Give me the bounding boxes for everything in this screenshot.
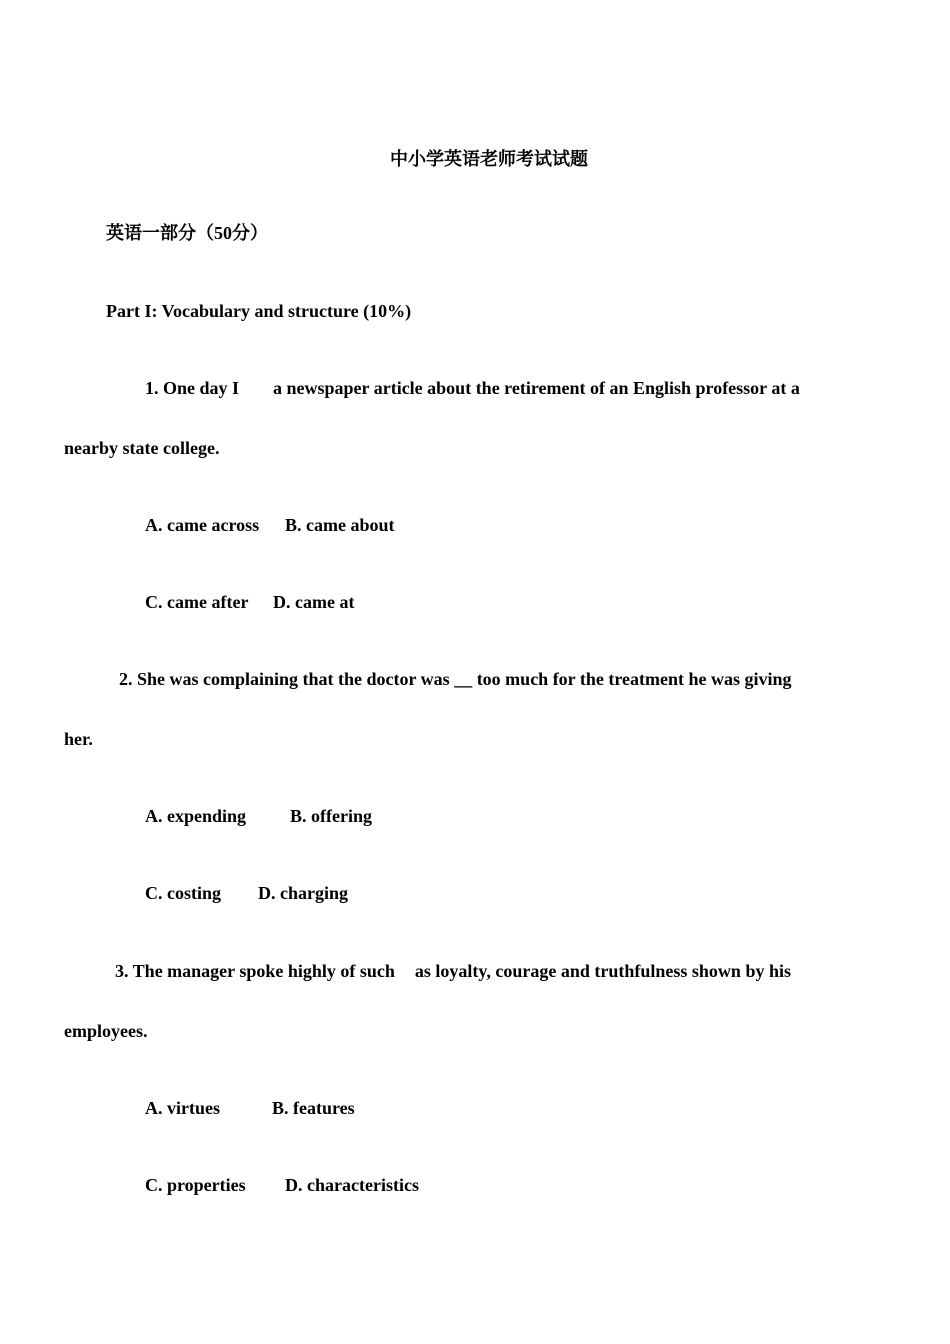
question-1-option-d: D. came at [273, 592, 355, 612]
document-title: 中小学英语老师考试试题 [390, 149, 588, 169]
question-3-option-c: C. properties [145, 1175, 246, 1195]
question-2-option-a: A. expending [145, 806, 247, 826]
question-2-stem: 2. She was complaining that the doctor was __ too much for the treatment he was giving [119, 669, 792, 689]
question-3-option-d: D. characteristics [285, 1175, 419, 1195]
question-1-stem-continuation: nearby state college. [64, 438, 220, 458]
question-1-stem-before-blank: 1. One day I [145, 378, 240, 398]
question-3-option-b: B. features [272, 1098, 355, 1118]
question-1-option-b: B. came about [285, 515, 395, 535]
section-heading: 英语一部分（50分） [106, 223, 268, 243]
question-3-stem-continuation: employees. [64, 1021, 148, 1041]
question-3-stem-after-blank: as loyalty, courage and truthfulness shown by his [414, 961, 791, 981]
question-3-option-a: A. virtues [145, 1098, 220, 1118]
question-2-option-b: B. offering [290, 806, 372, 826]
part-heading: Part I: Vocabulary and structure (10%) [106, 301, 412, 321]
question-3-stem-before-blank: 3. The manager spoke highly of such [115, 961, 395, 981]
question-2-option-d: D. charging [258, 883, 348, 903]
question-1-stem-after-blank: a newspaper article about the retirement of an English professor at a [273, 378, 800, 398]
question-2-option-c: C. costing [145, 883, 221, 903]
question-1-stem [145, 376, 800, 400]
question-1-option-a: A. came across [145, 515, 260, 535]
question-3-stem [115, 959, 791, 983]
question-2-stem-continuation: her. [64, 729, 93, 749]
question-1-option-c: C. came after [145, 592, 249, 612]
